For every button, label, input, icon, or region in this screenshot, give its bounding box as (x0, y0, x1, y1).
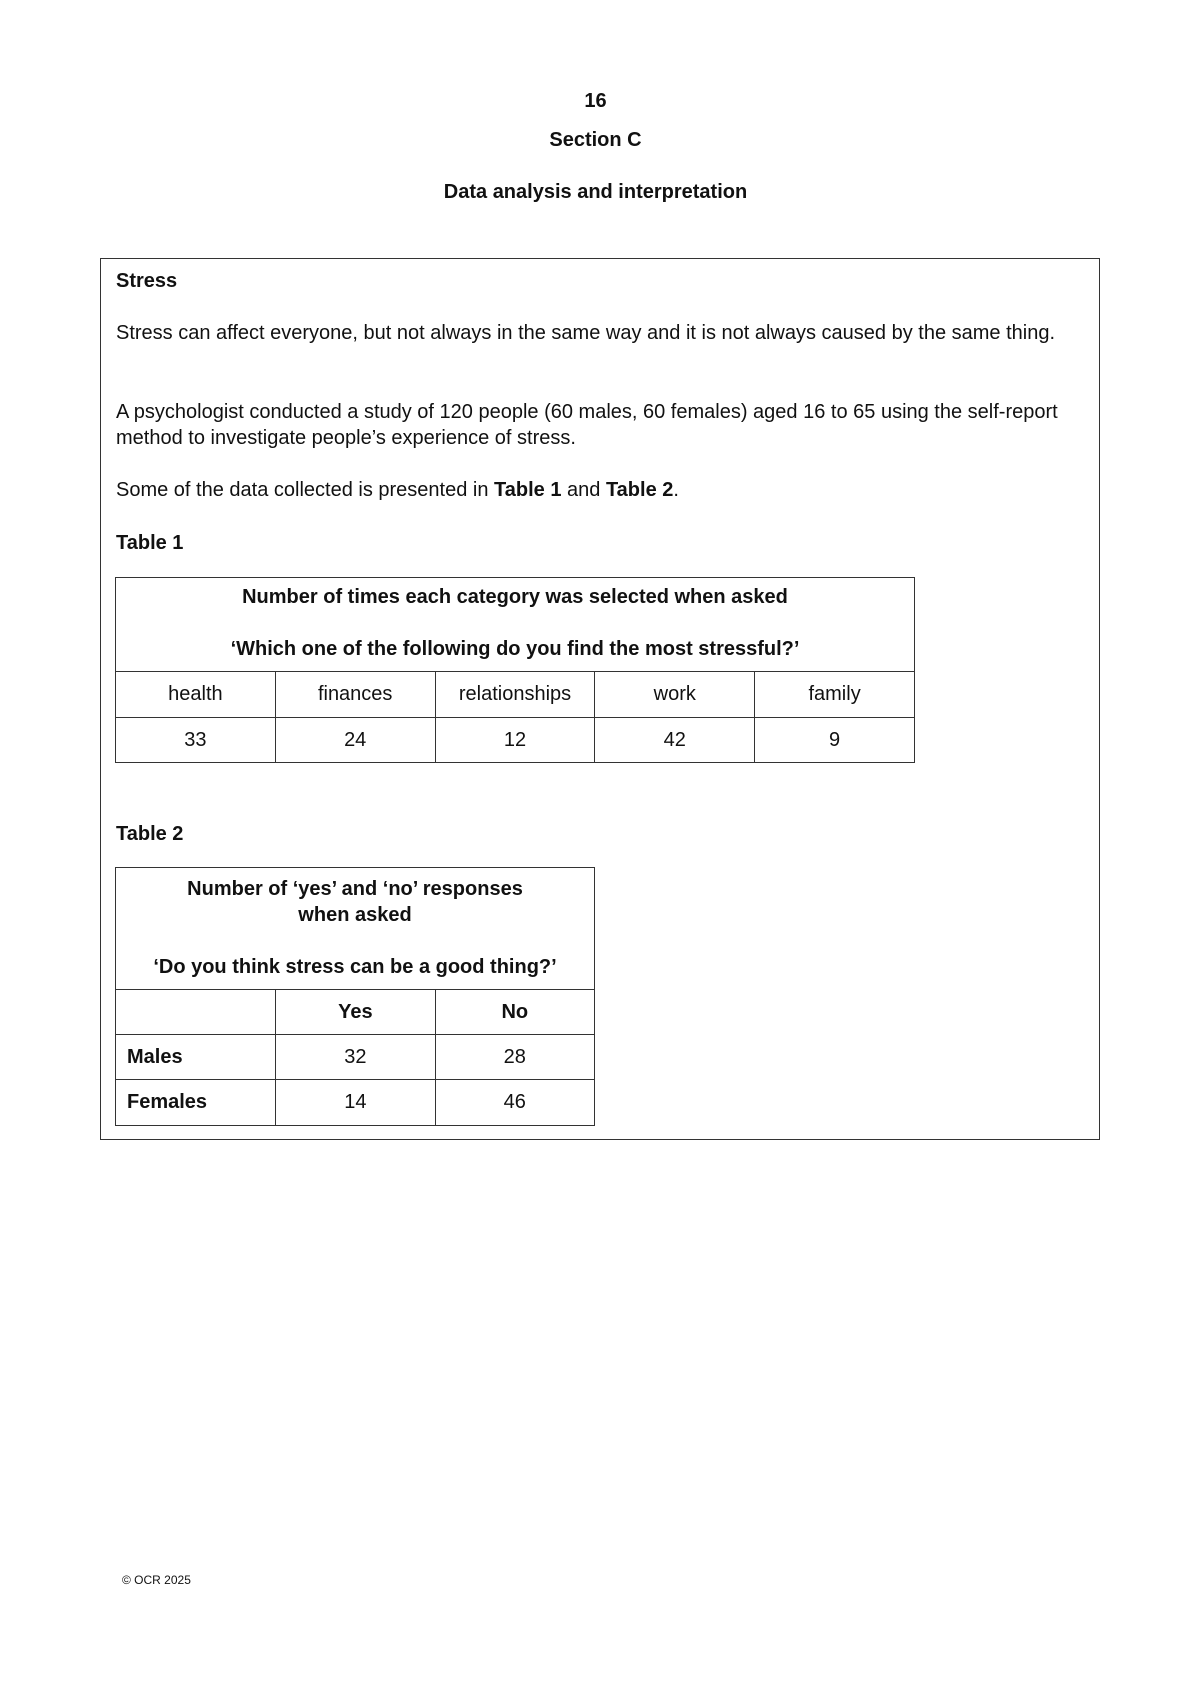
value-cell: 12 (435, 718, 595, 763)
empty-cell (116, 990, 276, 1035)
table-2-question: ‘Do you think stress can be a good thing?’ (153, 956, 557, 978)
category-cell: relationships (435, 672, 595, 718)
table-1-ref: Table 1 (494, 479, 562, 501)
value-cell: 14 (276, 1080, 435, 1126)
value-cell: 24 (275, 718, 435, 763)
text: Some of the data collected is presented in (116, 479, 495, 501)
table-2-label: Table 2 (116, 823, 184, 845)
section-title: Data analysis and interpretation (443, 181, 748, 203)
value-cell: 42 (595, 718, 755, 763)
category-cell: health (116, 672, 276, 718)
table-2-title-line: Number of ‘yes’ and ‘no’ responses (187, 878, 523, 900)
table-1-question: ‘Which one of the following do you find the most stressful?’ (230, 638, 800, 660)
text: . (673, 479, 679, 501)
paragraph-1: Stress can affect everyone, but not always in the same way and it is not always caused by the same thing. (116, 322, 1056, 344)
category-cell: family (755, 672, 915, 718)
copyright-footer: © OCR 2025 (122, 1573, 191, 1587)
table-2-header (116, 868, 595, 990)
table-1-header (116, 578, 915, 672)
table-1-label: Table 1 (116, 532, 184, 554)
value-cell: 46 (435, 1080, 594, 1126)
value-cell: 32 (276, 1035, 435, 1080)
table-2-ref: Table 2 (605, 479, 674, 501)
table-2-title-line: when asked (298, 904, 412, 926)
paragraph-3 (116, 477, 1076, 503)
value-cell: 9 (755, 718, 915, 763)
value-cell: 28 (435, 1035, 594, 1080)
category-cell: work (595, 672, 755, 718)
category-cell: finances (275, 672, 435, 718)
page-number: 16 (584, 90, 607, 112)
table-1 (115, 577, 915, 763)
paragraph-2: A psychologist conducted a study of 120 people (60 males, 60 females) aged 16 to 65 using the self-report method to investigate people’s experience of stress. (116, 401, 1058, 449)
column-header-yes: Yes (276, 990, 435, 1035)
section-label: Section C (549, 129, 642, 151)
column-header-no: No (435, 990, 594, 1035)
row-label-males: Males (116, 1035, 276, 1080)
row-label-females: Females (116, 1080, 276, 1126)
value-cell: 33 (116, 718, 276, 763)
table-2 (115, 867, 595, 1126)
table-1-title-line: Number of times each category was selected when asked (242, 586, 788, 608)
text: and (561, 479, 606, 501)
stimulus-title: Stress (116, 270, 178, 292)
